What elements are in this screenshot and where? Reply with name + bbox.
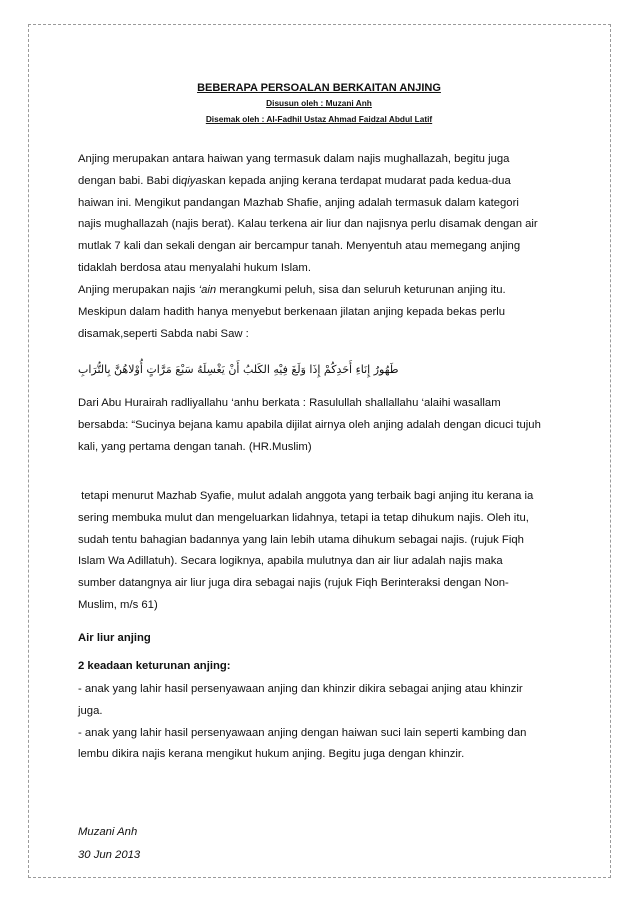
- text-run: Anjing merupakan najis: [78, 284, 199, 296]
- paragraph-line: sering membuka mulut dan mengeluarkan lidahnya, tetapi ia tetap dihukum najis. Oleh itu,: [78, 511, 529, 524]
- paragraph-line: mutlak 7 kali dan sekali dengan air bercampur tanah. Menyentuh atau memegang anjing: [78, 240, 521, 253]
- italic-term: ‘ain: [198, 284, 217, 296]
- section-heading-saliva: Air liur anjing: [78, 632, 151, 644]
- list-line: lembu dikira najis kerana mengikut hukum anjing. Begitu juga dengan khinzir.: [78, 748, 465, 761]
- section-heading-offspring: 2 keadaan keturunan anjing:: [78, 660, 231, 672]
- paragraph-line: [78, 171, 568, 193]
- paragraph-najis-ain: [78, 280, 568, 345]
- paragraph-line: Muslim, m/s 61): [78, 598, 158, 611]
- paragraph-line: Meskipun dalam hadith hanya menyebut berkenaan jilatan anjing kepada bekas perlu: [78, 305, 506, 318]
- text-run: merangkumi peluh, sisa dan seluruh keturunan anjing itu.: [216, 284, 506, 296]
- author-signature: Muzani Anh: [78, 826, 138, 838]
- paragraph-line: bersabda: “Sucinya bejana kamu apabila dijilat airnya oleh anjing adalah dengan dicuci tujuh: [78, 418, 541, 431]
- paragraph-line: Dari Abu Hurairah radliyallahu ‘anhu berkata : Rasulullah shallallahu ‘alaihi wasallam: [78, 397, 501, 409]
- paragraph-mazhab-syafie: [78, 486, 568, 617]
- paragraph-line: Anjing merupakan antara haiwan yang termasuk dalam najis mughallazah, begitu juga: [78, 153, 510, 165]
- hadith-translation: [78, 393, 568, 458]
- italic-term: qiyas: [181, 174, 208, 187]
- arabic-hadith: طَهُورُ إِنَاءِ أَحَدِكُمْ إِذَا وَلَغَ فِيْهِ الكَلبُ أَنْ يَغْسِلَهُ سَبْعَ مَرَّاتٍ أُوْلاهُنَّ بِالتُّرَابِ: [78, 363, 399, 376]
- reviewed-by-line: Disemak oleh : Al-Fadhil Ustaz Ahmad Faidzal Abdul Latif: [205, 114, 433, 124]
- list-line: - anak yang lahir hasil persenyawaan anjing dengan haiwan suci lain seperti kambing dan: [78, 726, 527, 739]
- paragraph-line: haiwan ini. Mengikut pandangan Mazhab Shafie, anjing adalah termasuk dalam kategori: [78, 196, 519, 209]
- text-run: kan kepada anjing kerana terdapat mudarat pada kedua-dua: [207, 174, 511, 187]
- offspring-list: [78, 679, 568, 766]
- paragraph-intro: [78, 149, 568, 280]
- paragraph-line: sudah tentu bahagian badannya yang lain lebih utama dihukum sebagai najis. (rujuk Fiqh: [78, 533, 524, 546]
- paragraph-line: [78, 280, 568, 302]
- paragraph-line: najis mughallazah (najis berat). Kalau terkena air liur dan najisnya perlu disamak dengan air: [78, 218, 538, 231]
- document-date: 30 Jun 2013: [78, 849, 141, 861]
- paragraph-line: Islam Wa Adillatuh). Secara logiknya, apabila mulutnya dan air liur adalah najis maka: [78, 555, 503, 568]
- paragraph-line: tetapi menurut Mazhab Syafie, mulut adalah anggota yang terbaik bagi anjing itu kerana ia: [78, 490, 534, 502]
- paragraph-line: kali, yang pertama dengan tanah. (HR.Muslim): [78, 440, 312, 453]
- paragraph-line: disamak,seperti Sabda nabi Saw :: [78, 327, 249, 340]
- document-title: BEBERAPA PERSOALAN BERKAITAN ANJING: [197, 82, 441, 94]
- text-run: dengan babi. Babi di: [78, 174, 182, 187]
- list-line: - anak yang lahir hasil persenyawaan anjing dan khinzir dikira sebagai anjing atau khinzir: [78, 683, 523, 695]
- paragraph-line: sumber datangnya air liur juga dira sebagai najis (rujuk Fiqh Berinteraksi dengan Non-: [78, 577, 509, 590]
- paragraph-line: tidaklah berdosa atau menyalahi hukum Islam.: [78, 261, 311, 274]
- list-line: juga.: [78, 704, 103, 717]
- compiled-by-line: Disusun oleh : Muzani Anh: [266, 98, 372, 108]
